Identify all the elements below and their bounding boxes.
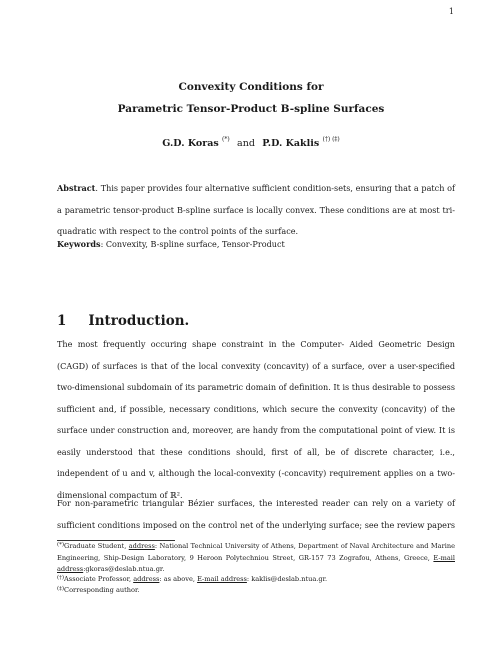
abstract — [57, 178, 455, 243]
footnote-1-text-a: Graduate Student, — [64, 542, 129, 550]
abstract-label: Abstract — [57, 183, 96, 193]
author-2: P.D. Kaklis — [262, 138, 320, 149]
keywords-text: : Convexity, B-spline surface, Tensor-Product — [100, 239, 285, 249]
section-number: 1 — [57, 313, 67, 329]
footnote-2-text-a: Associate Professor, — [64, 575, 134, 583]
footnote-3 — [57, 584, 455, 597]
author-2-marks: (†) (‡) — [322, 136, 340, 143]
keywords-label: Keywords — [57, 239, 101, 249]
footnote-1-email-label: E-mail address — [57, 553, 455, 573]
footnote-2-text-b: : as above, — [159, 575, 198, 583]
footnote-3-mark: (‡) — [57, 586, 65, 592]
footnote-1-text-b: : National Technical University of Athens, Department of Naval Architecture and Marine Engineering, Ship-Design Laboratory, 9 Heroon Polytechniou Street, GR-157 73 Zografou, Athens, Greece, — [57, 542, 455, 562]
section-heading — [57, 313, 189, 329]
section-title: Introduction. — [88, 313, 190, 329]
footnote-2-email: : kaklis@deslab.ntua.gr. — [246, 575, 328, 583]
page-number: 1 — [448, 7, 454, 16]
title-line-2: Parametric Tensor-Product B-spline Surfaces — [117, 103, 385, 115]
footnote-1-mark: (*) — [57, 542, 65, 548]
intro-paragraph-2: For non-parametric triangular Bézier surfaces, the interested reader can rely on a variety of sufficient conditions imposed on the control net of the underlying surface; see the review papers — [57, 498, 455, 530]
footnote-2-address-label: address — [133, 575, 160, 583]
keywords — [57, 234, 455, 256]
footnote-1 — [57, 540, 455, 576]
footnote-2-email-label: E-mail address — [197, 575, 247, 583]
abstract-text: . This paper provides four alternative sufficient condition-sets, ensuring that a patch of a parametric tensor-product B-spline surface is locally convex. These conditions are at most tri-quadratic with respect to the control points of the surface. — [57, 183, 455, 236]
footnote-1-address-label: address — [128, 542, 155, 550]
title-line-1: Convexity Conditions for — [178, 81, 324, 93]
footnote-3-text: Corresponding author. — [64, 586, 140, 594]
author-1: G.D. Koras — [162, 138, 219, 149]
intro-paragraph-1: The most frequently occuring shape constraint in the Computer- Aided Geometric Design (CAGD) of surfaces is that of the local convexity (concavity) of a surface, over a user-specified two-dimensional subdomain of its parametric domain of definition. It is thus desirable to possess sufficient and, if possible, necessary conditions, which secure the convexity (concavity) of the surface under construction and, moreover, are handy from the computational point of view. It is easily understood that these conditions should, first of all, be of discrete character, i.e., independent of u and v, although the local-convexity (-concavity) requirement applies on a two-dimensional compactum of ℝ². — [57, 339, 455, 500]
footnote-2-mark: (†) — [57, 575, 65, 581]
authors-and: and — [237, 138, 255, 149]
authors — [0, 136, 502, 149]
footnote-1-email: :gkoras@deslab.ntua.gr. — [83, 565, 165, 573]
author-1-mark: (*) — [222, 136, 230, 143]
